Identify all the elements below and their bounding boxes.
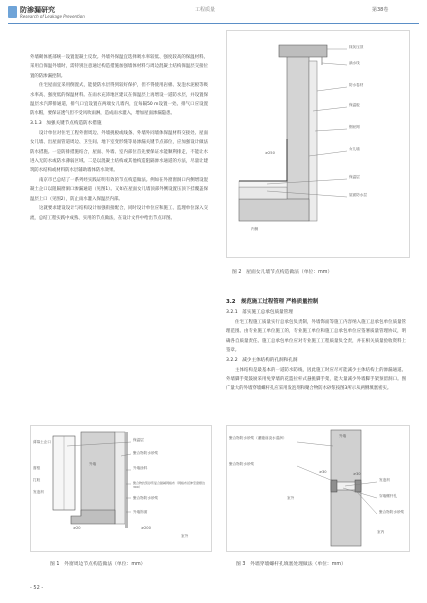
paragraph: 设计单位对住宅工程外窗周边、外墙挑板或线条、外墙外同墙体保温材料交接处、屋面女儿墙、出屋面管道周边、卫生间、地下室变形缝等易渗漏关键节点部位，应加强设计做法防水措施。一是防排措施结合，屋面、外墙、室内部位首先要保证水能顺利排走，不能让水进入无防水或防水薄弱区域。二是以混凝土结构或其他构造阻隔渗水通道的方法，尽量让建筑防水结构或材料防水层辅助墙体防水效果。: [30, 130, 208, 174]
fig2-label: 保温板: [349, 103, 360, 107]
fig1-dimension: ≥20: [73, 526, 81, 530]
figure-1-caption: 图 1 外窗周边节点构造做法（单位：mm）: [50, 562, 146, 567]
fig1-label: 聚合物防水砂浆: [133, 451, 159, 455]
fig2-label: 滴水线: [349, 61, 360, 65]
fig1-label: 薄幕土企口: [33, 440, 51, 444]
fig2-label: 内侧: [251, 227, 259, 231]
fig1-label: 聚合物抗裂砂浆复合耐碱网格布（网格布延伸至窗框边300）: [133, 481, 206, 489]
figure-3-caption: 图 3 外墙穿墙螺杆孔填塞处理做法（单位：mm）: [236, 562, 346, 567]
right-column: [226, 296, 406, 394]
figure-2-parapet-detail: [226, 30, 410, 258]
paragraph: 外墙砌体底部统一设置混凝土反坎。外墙外保温宜选择吸水率较低、强度较高的保温材料。采用自保温外墙时，需特别注意通过构造措施加强墙体材料与周边混凝土结构保温层交接位置的防渗漏控制。: [30, 55, 208, 79]
fig1-label: 外墙: [89, 462, 97, 466]
journal-name: 防渗漏研究: [20, 6, 55, 14]
fig3-dimension: ≥30: [319, 470, 327, 474]
fig3-label: 发泡剂: [379, 478, 390, 482]
paragraph: 南京市已总结了一系列经实践证明有效的节点构造做法。例如在外窗窗洞口内侧增设混凝土企口以阻隔窗洞口渗漏通道（见图1）。又如在屋面女儿墙顶部外侧设置压顶下挂覆盖保温层上口（见图2），防止雨水灌入保温层内部。: [30, 177, 208, 202]
fig3-label: 室外: [287, 496, 295, 500]
fig1-label: 聚合物防水砂浆: [133, 496, 159, 500]
fig2-dimension: ≥250: [265, 151, 275, 155]
paragraph: 住宅工程施工质量实行总承包负责制，外墙饰面等施工内容纳入施工总承包单位质量管理范围。由专业施工单位施工的，专业施工单位和施工总承包单位应签署质量管理协议，明确各自质量责任。施工总承包单位应对专业施工工程质量负全责，并在相关质量验收资料上签章。: [226, 320, 406, 354]
journal-logo-icon: [8, 6, 17, 18]
figure-3-bolt-hole-detail: [226, 425, 410, 552]
fig1-label: 发泡剂: [33, 490, 44, 494]
header-rule: [8, 23, 419, 24]
fig2-label: 防水卷材: [349, 83, 364, 87]
fig3-label: 聚合物防水砂浆: [379, 510, 405, 514]
fig3-label: 外墙: [339, 434, 347, 438]
fig3-label: 聚合物防水砂浆（灌缝前浇水湿润）: [229, 436, 287, 440]
figure-1-window-detail: [30, 425, 212, 552]
fig1-label: 室外: [181, 534, 189, 538]
heading-3-2-1: 3.2.1 落实施工总承包质量管理: [226, 310, 293, 315]
figure-2-caption: 图 2 屋面女儿墙节点构造做法（单位：mm）: [232, 270, 333, 275]
page-number: - 52 -: [30, 585, 44, 591]
fig1-label: 打胶: [33, 478, 41, 482]
heading-3-2-2: 3.2.2 减少主体结构的孔洞和孔洞: [226, 357, 298, 363]
left-column: [30, 53, 208, 223]
fig1-label: 窗框: [33, 466, 41, 470]
fig3-label: 聚合物防水砂浆: [229, 462, 255, 466]
fig1-label: 保温层: [133, 438, 144, 442]
fig1-label: 外墙饰面: [133, 510, 148, 514]
volume-label: 第38卷: [372, 7, 389, 13]
fig1-label: 外墙涂料: [133, 466, 148, 470]
fig2-label: 钢丝网: [349, 125, 360, 129]
paragraph: 这就要求建设设计与结构设计加强衔接配合，同时设计单位应和施工、监理单位深入交流，总结工程实践中成熟、实用的节点做法，在设计文件中给出节点详图。: [30, 206, 208, 221]
fig1-dimension: ≥200: [141, 526, 151, 530]
heading-3-2: 3.2 规范施工过程管理 严格质量控制: [226, 299, 319, 305]
fig3-label: 室内: [377, 530, 385, 534]
fig2-label: 屋面防水层: [349, 193, 367, 197]
fig3-label: 穿墙螺杆孔: [379, 494, 397, 498]
paragraph: 住宅屋面宜采用倒置式，能使防水层得到较好保护，但不得使用岩棉、发泡水泥板等吸水率高、强度低的保温材料。在雨水充沛地区建议在保温层上再增设一道防水层，并设置保温层水汽滞排通道，排气口宜设置在两端女儿墙内，宜每隔50 m设置一处。排气口应设置防水帽，要保证透气但不受风吹雨淋，造成雨水灌入，增加屋面渗漏隐患。: [30, 83, 208, 117]
fig2-label: 保温层: [349, 175, 360, 179]
fig3-dimension: ≥30: [353, 472, 361, 476]
section-title: 工程质量: [195, 7, 216, 13]
fig2-label: 抹灰压顶: [349, 45, 364, 49]
figure-2-drawing: [227, 31, 409, 257]
journal-name-en: Research of Leakage Prevention: [20, 14, 85, 19]
paragraph: 主体结构是最基本的一道防水防线，因此施工时应尽可能减少主体结构上的渗漏通道。外墙脚手架鼓励采用免穿墙的花篮拉杆式悬挑脚手架，能大量减少外墙脚手架预留洞口。图广量大的外墙穿墙螺杆孔应采用发泡剂和聚合物防水砂浆按图3所示从两侧填塞密实。: [226, 367, 406, 392]
fig2-label: 女儿墙: [349, 147, 360, 151]
heading-3-1-3: 3.1.3 加强关键节点构造防水措施: [30, 120, 102, 126]
